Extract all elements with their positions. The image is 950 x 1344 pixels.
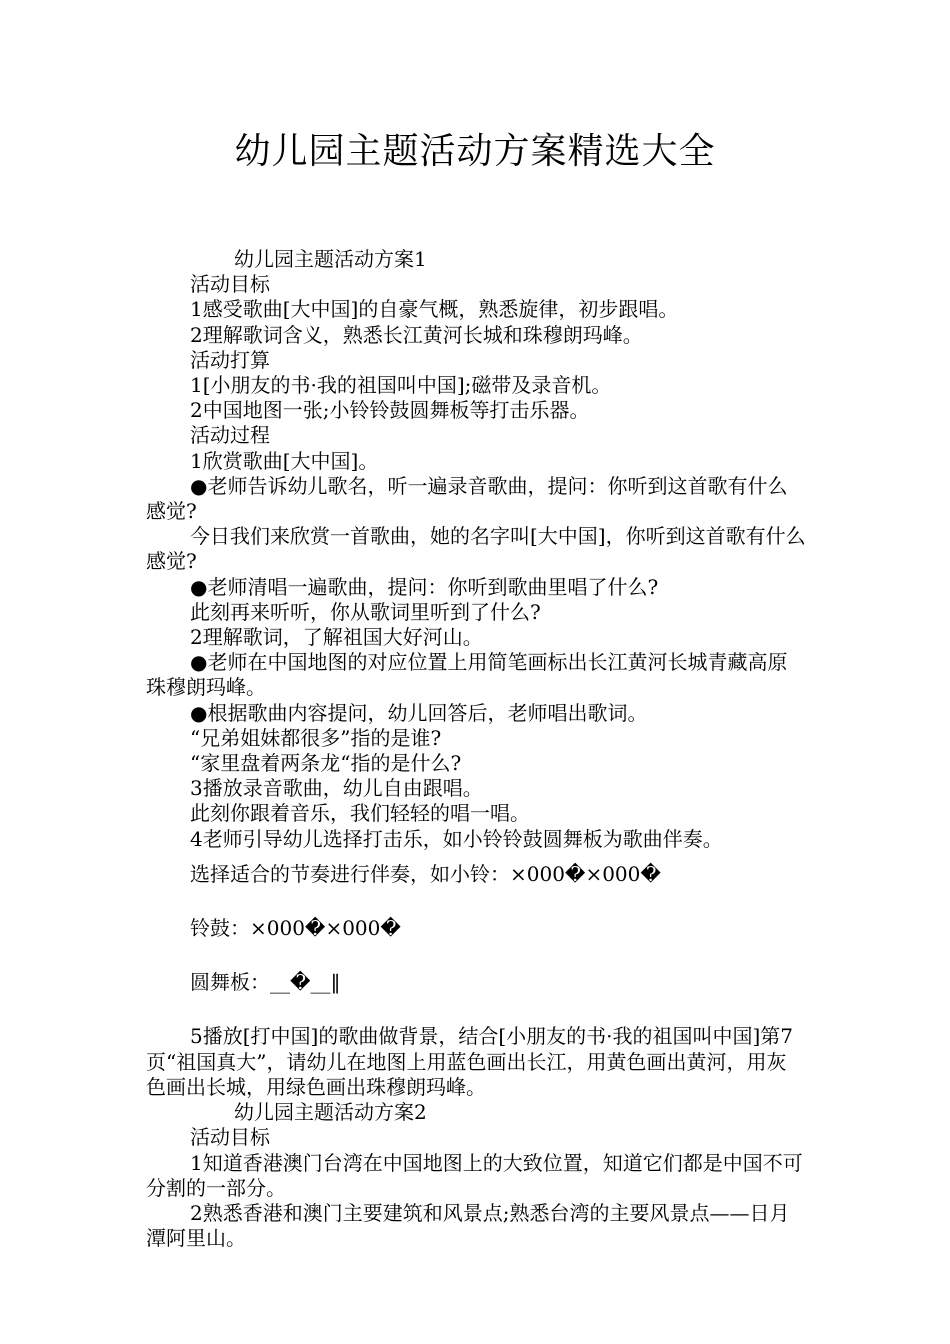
paragraph: 2中国地图一张;小铃铃鼓圆舞板等打击乐器。 [190, 398, 590, 423]
paragraph: ●老师告诉幼儿歌名，听一遍录音歌曲，提问：你听到这首歌有什么感觉? [146, 473, 788, 524]
paragraph: 5播放[打中国]的歌曲做背景，结合[小朋友的书·我的祖国叫中国]第7页“祖国真大”，请幼儿在地图上用蓝色画出长江，用黄色画出黄河，用灰色画出长城，用绿色画出珠穆朗玛峰。 [146, 1024, 794, 1099]
paragraph: “兄弟姐妹都很多”指的是谁? [190, 725, 442, 750]
document-body [146, 247, 806, 1251]
paragraph: “家里盘着两条龙“指的是什么? [190, 751, 462, 776]
section-heading: 幼儿园主题活动方案2 [234, 1100, 427, 1125]
paragraph: 选择适合的节奏进行伴奏，如小铃：×000�×000� [190, 861, 661, 886]
paragraph: 今日我们来欣赏一首歌曲，她的名字叫[大中国]，你听到这首歌有什么感觉? [146, 524, 806, 574]
paragraph: 此刻再来听听，你从歌词里听到了什么? [190, 599, 541, 624]
paragraph: ●老师清唱一遍歌曲，提问：你听到歌曲里唱了什么? [190, 574, 659, 599]
document-title: 幼儿园主题活动方案精选大全 [234, 131, 716, 172]
paragraph: 1知道香港澳门台湾在中国地图上的大致位置，知道它们都是中国不可分割的一部分。 [146, 1150, 803, 1200]
paragraph: 2熟悉香港和澳门主要建筑和风景点;熟悉台湾的主要风景点——日月潭阿里山。 [146, 1200, 790, 1251]
paragraph: 活动目标 [190, 272, 270, 297]
paragraph: 1感受歌曲[大中国]的自豪气概，熟悉旋律，初步跟唱。 [190, 297, 679, 322]
paragraph: 活动打算 [190, 347, 270, 372]
paragraph: 4老师引导幼儿选择打击乐，如小铃铃鼓圆舞板为歌曲伴奏。 [190, 826, 723, 851]
paragraph: 2理解歌词含义，熟悉长江黄河长城和珠穆朗玛峰。 [190, 322, 643, 347]
paragraph: ●老师在中国地图的对应位置上用简笔画标出长江黄河长城青藏高原珠穆朗玛峰。 [146, 650, 788, 700]
paragraph: 2理解歌词，了解祖国大好河山。 [190, 625, 483, 650]
paragraph: 1[小朋友的书·我的祖国叫中国];磁带及录音机。 [190, 373, 612, 398]
paragraph: 活动目标 [190, 1125, 270, 1150]
section-heading: 幼儿园主题活动方案1 [234, 247, 427, 271]
paragraph: 此刻你跟着音乐，我们轻轻的唱一唱。 [190, 801, 530, 826]
paragraph: 铃鼓：×000�×000� [190, 916, 401, 941]
paragraph: 1欣赏歌曲[大中国]。 [190, 448, 379, 473]
paragraph: 活动过程 [190, 423, 270, 448]
paragraph: 3播放录音歌曲，幼儿自由跟唱。 [190, 776, 483, 801]
paragraph: ●根据歌曲内容提问，幼儿回答后，老师唱出歌词。 [190, 700, 648, 725]
paragraph: 圆舞板：__�__‖ [190, 970, 341, 995]
